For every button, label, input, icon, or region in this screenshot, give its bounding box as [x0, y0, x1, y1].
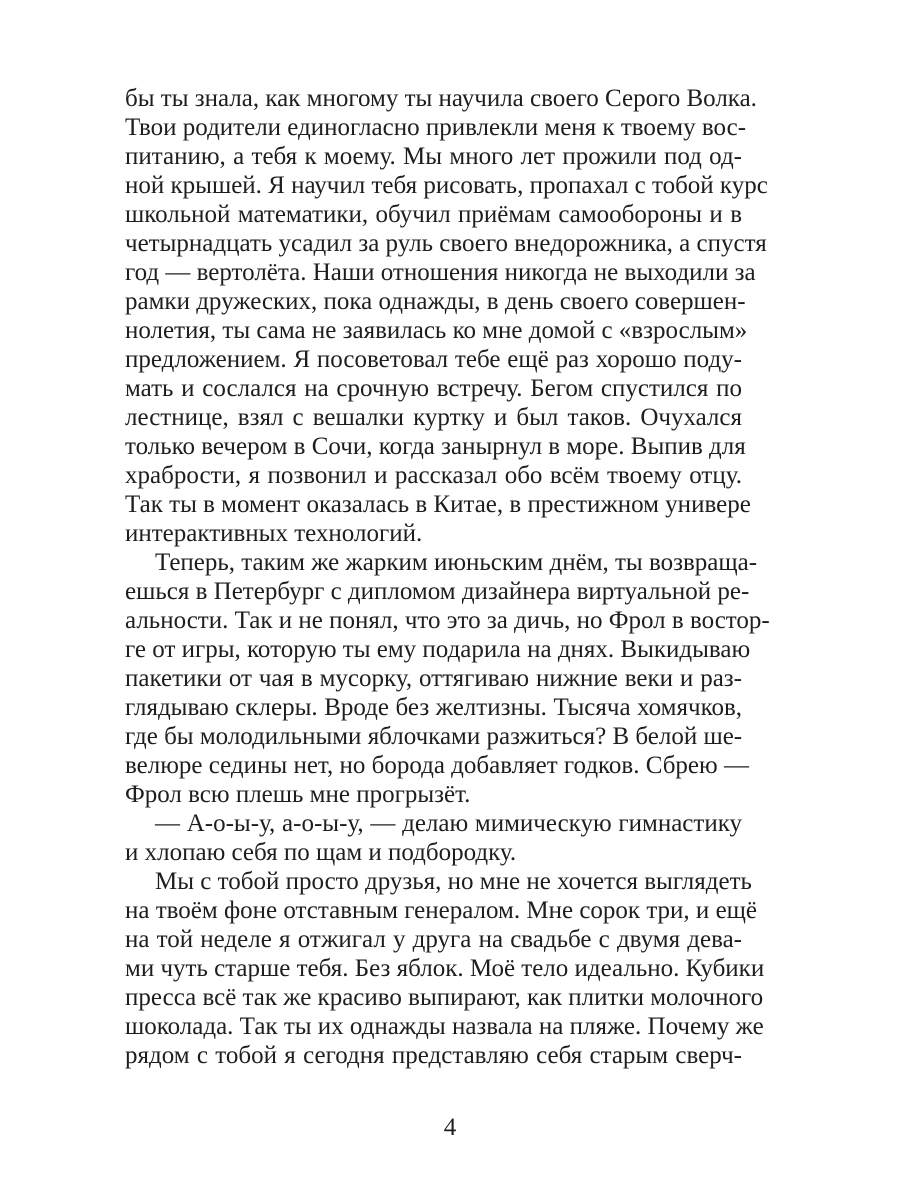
- text-line: Фрол всю плешь мне прогрызёт.: [125, 781, 471, 808]
- text-line: предложением. Я посоветовал тебе ещё раз хорошо поду-: [125, 346, 742, 373]
- text-line: рамки дружеских, пока однажды, в день своего совершен-: [125, 288, 746, 315]
- text-line: альности. Так и не понял, что это за дичь, но Фрол в востор-: [125, 607, 770, 634]
- text-line: глядываю склеры. Вроде без желтизны. Тысяча хомячков,: [125, 694, 742, 721]
- text-line: пресса всё так же красиво выпирают, как плитки молочного: [125, 984, 764, 1011]
- text-line: рядом с тобой я сегодня представляю себя старым сверч-: [125, 1042, 742, 1069]
- text-line: на твоём фоне отставным генералом. Мне сорок три, и ещё: [125, 897, 758, 924]
- text-line: и хлопаю себя по щам и подбородку.: [125, 839, 517, 866]
- text-line: шоколада. Так ты их однажды назвала на пляже. Почему же: [125, 1013, 764, 1040]
- text-line: лестнице, взял с вешалки куртку и был таков. Очухался: [125, 404, 742, 431]
- text-line: нолетия, ты сама не заявилась ко мне домой с «взрослым»: [125, 317, 748, 344]
- text-line: ге от игры, которую ты ему подарила на днях. Выкидываю: [125, 636, 751, 663]
- text-line: Так ты в момент оказалась в Китае, в престижном универе: [125, 491, 751, 518]
- text-line: Мы с тобой просто друзья, но мне не хочется выглядеть: [155, 868, 752, 895]
- text-line: Твои родители единогласно привлекли меня к твоему вос-: [125, 114, 747, 141]
- text-line: только вечером в Сочи, когда занырнул в море. Выпив для: [125, 433, 746, 460]
- text-line: четырнадцать усадил за руль своего внедорожника, а спустя: [125, 230, 767, 257]
- text-line: интерактивных технологий.: [125, 520, 423, 547]
- text-line: где бы молодильными яблочками разжиться? В белой ше-: [125, 723, 743, 750]
- text-line: мать и сослался на срочную встречу. Бегом спустился по: [125, 375, 742, 402]
- text-line: школьной математики, обучил приёмам самообороны и в: [125, 201, 742, 228]
- text-line: — А-о-ы-у, а-о-ы-у, — делаю мимическую гимнастику: [155, 810, 742, 837]
- text-line: велюре седины нет, но борода добавляет годков. Сбрею —: [125, 752, 749, 779]
- text-line: пакетики от чая в мусорку, оттягиваю нижние веки и раз-: [125, 665, 742, 692]
- text-line: год — вертолёта. Наши отношения никогда не выходили за: [125, 259, 756, 286]
- text-line: ешься в Петербург с дипломом дизайнера виртуальной ре-: [125, 578, 750, 605]
- text-line: ми чуть старше тебя. Без яблок. Моё тело идеально. Кубики: [125, 955, 765, 982]
- text-line: ной крышей. Я научил тебя рисовать, пропахал с тобой курс: [125, 172, 768, 199]
- text-line: питанию, а тебя к моему. Мы много лет прожили под од-: [125, 143, 742, 170]
- page-number: 4: [443, 1114, 457, 1141]
- text-line: храбрости, я позвонил и рассказал обо всём твоему отцу.: [125, 462, 742, 489]
- text-line: бы ты знала, как многому ты научила своего Серого Волка.: [125, 85, 757, 112]
- text-line: на той неделе я отжигал у друга на свадьбе с двумя дева-: [125, 926, 742, 953]
- text-line: Теперь, таким же жарким июньским днём, ты возвраща-: [155, 549, 758, 576]
